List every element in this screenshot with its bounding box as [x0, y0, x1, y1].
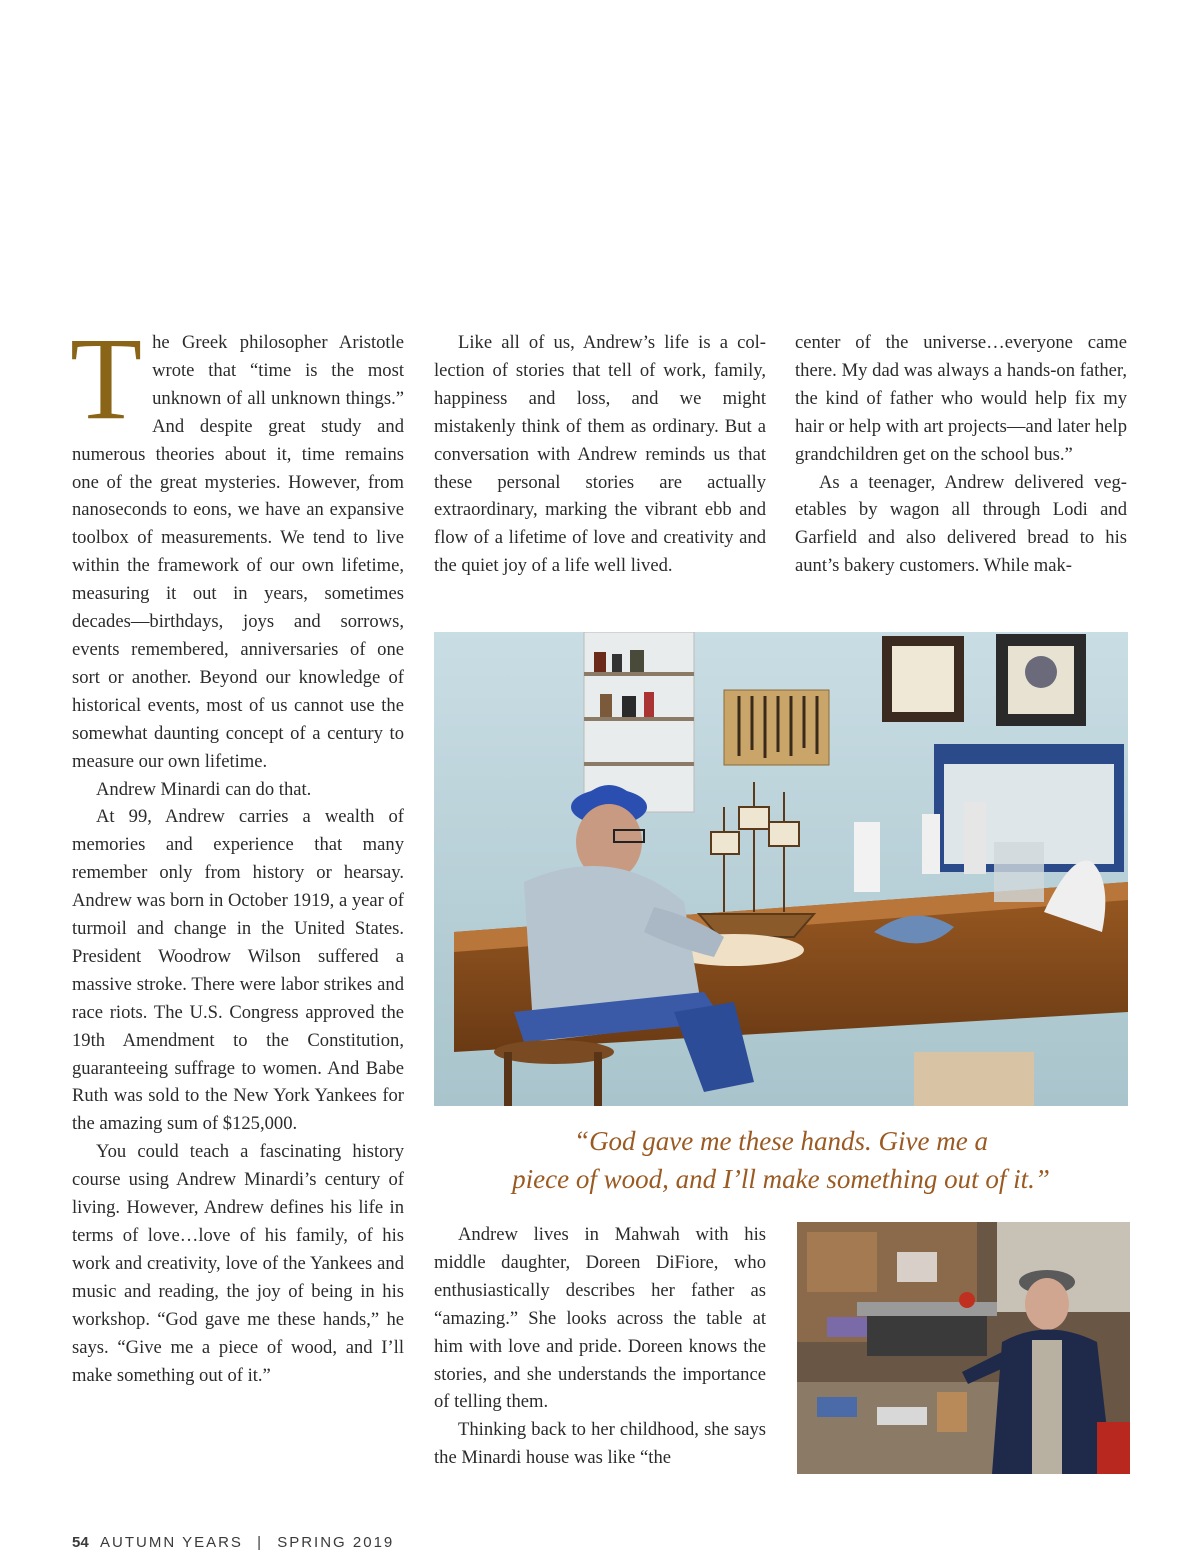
workshop-photo: [434, 632, 1128, 1106]
article-paragraph: center of the universe…everyone came there. My dad was always a hands-on father, the kind of father who would help fix my hair or help with art projects—and later help grandchildren get on the school bus.”: [795, 332, 1127, 465]
article-paragraph: he Greek philosopher Aristotle wrote that “time is the most unknown of all unknown things.” And despite great study and numerous theories about it, time remains one of the great mysteries. However, from nanoseconds to eons, we have an expansive toolbox of measurements. We tend to live within the framework of our own lifetime, measuring it out in years, sometimes decades—birthdays, joys and sorrows, events remembered, anniversaries of one sort or another. Beyond our knowledge of historical events, most of us cannot use the somewhat daunting concept of a century to measure our own lifetime.: [72, 332, 404, 772]
andrew-with-table-saw-photo: [797, 1222, 1130, 1474]
publication-name: AUTUMN YEARS: [100, 1534, 243, 1551]
pull-quote-line-1: “God gave me these hands. Give me a: [574, 1126, 988, 1156]
footer-separator: |: [257, 1534, 264, 1551]
pull-quote: [434, 1122, 1128, 1198]
page-number: 54: [72, 1534, 89, 1551]
article-column-1: [70, 313, 405, 1389]
pull-quote-line-2: piece of wood, and I’ll make something out of it.”: [512, 1164, 1050, 1194]
article-column-3: [795, 329, 1127, 580]
drop-cap: T: [70, 313, 143, 444]
article-paragraph: At 99, Andrew carries a wealth of memories and experience that many remember only from history or hearsay. Andrew was born in October 1919, a year of turmoil and change in the United States. President Woodrow Wilson suffered a massive stroke. There were labor strikes and race riots. The U.S. Congress approved the 19th Amendment to the Constitution, guaranteeing suffrage to women. And Babe Ruth was sold to the New York Yankees for the amazing sum of $125,000.: [72, 806, 405, 1135]
article-paragraph: Andrew Minardi can do that.: [96, 778, 312, 800]
page-footer: [72, 1534, 394, 1551]
article-paragraph: As a teenager, Andrew delivered vegetables by wagon all through Lodi and Garfield and also delivered bread to his aunt’s bakery customers. While mak-: [795, 471, 1127, 577]
article-column-2: [434, 329, 766, 580]
article-paragraph: Thinking back to her childhood, she says the Minardi house was like “the: [434, 1419, 766, 1469]
workshop-photo-image: [434, 632, 1128, 1106]
article-column-2-continued: [434, 1221, 766, 1472]
article-paragraph: Like all of us, Andrew’s life is a collection of stories that tell of work, family, happiness and loss, and we might mistakenly think of them as ordinary. But a conversation with Andrew reminds us that these personal stories are actually extraordinary, marking the vibrant ebb and flow of a lifetime of love and creativity and the quiet joy of a life well lived.: [434, 332, 766, 577]
issue-date: SPRING 2019: [277, 1534, 395, 1551]
article-paragraph: You could teach a fascinating history course using Andrew Minardi’s century of living. However, Andrew defines his life in terms of love…love of his family, of his work and creativity, love of the Yankees and music and reading, the joy of being in his workshop. “God gave me these hands,” he says. “Give me a piece of wood, and I’ll make something out of it.”: [72, 1141, 404, 1386]
andrew-photo-image: [797, 1222, 1130, 1474]
article-paragraph: Andrew lives in Mahwah with his middle daughter, Doreen DiFiore, who enthusiastically describes her father as “amazing.” She looks across the table at him with love and pride. Doreen knows the stories, and she understands the importance of telling them.: [434, 1224, 766, 1413]
